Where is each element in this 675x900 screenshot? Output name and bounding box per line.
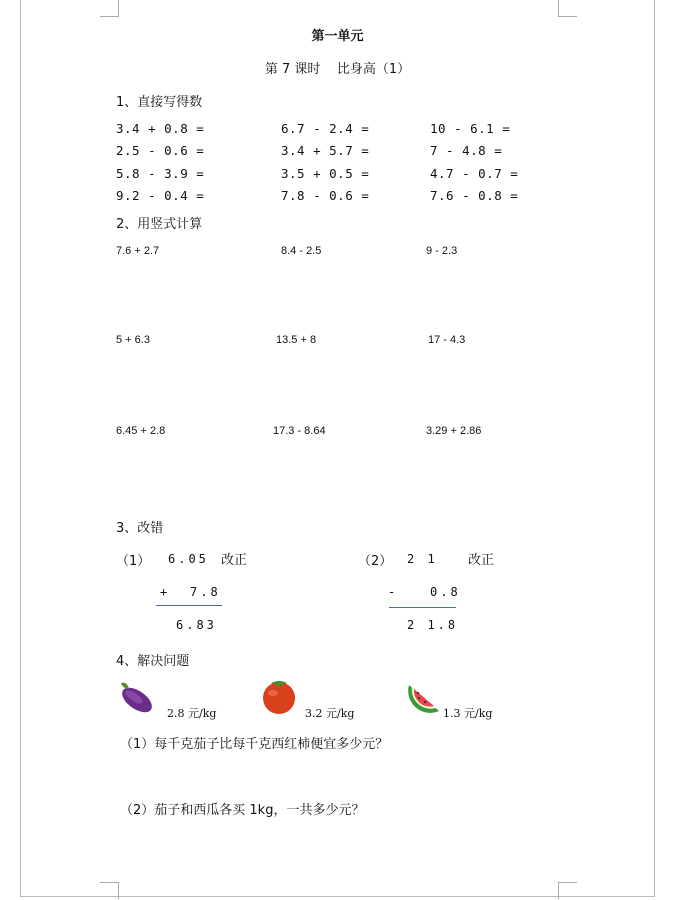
vertical-calc-item: 13.5 + 8 [276,334,317,346]
mental-math-item: 5.8 - 3.9 = [116,166,205,181]
vertical-calc-item: 17.3 - 8.64 [273,425,326,437]
problem1-result: 6.83 [176,618,217,632]
problem2-top-number: 2 1 [407,552,438,566]
problem1-top-number: 6.05 [168,552,209,566]
section2-heading: 2、用竖式计算 [116,217,203,232]
question-1: （1）每千克茄子比每千克西红柿便宜多少元？ [120,737,389,752]
problem2-underline [389,607,456,608]
mental-math-item: 2.5 - 0.6 = [116,143,205,158]
mental-math-item: 7 - 4.8 = [430,143,503,158]
section4-heading: 4、解决问题 [116,654,190,669]
vertical-calc-item: 5 + 6.3 [116,334,150,346]
section1-heading: 1、直接写得数 [116,95,203,110]
mental-math-item: 3.5 + 0.5 = [281,166,370,181]
problem2-second-number: 0.8 [430,585,461,599]
mental-math-item: 4.7 - 0.7 = [430,166,519,181]
vertical-calc-item: 3.29 + 2.86 [426,425,482,437]
problem1-underline [156,605,222,606]
problem2-result: 2 1.8 [407,618,459,632]
watermelon-price: 1.3 元/kg [443,707,493,720]
vertical-calc-item: 7.6 + 2.7 [116,245,160,257]
eggplant-price: 2.8 元/kg [167,707,217,720]
mental-math-item: 3.4 + 0.8 = [116,121,205,136]
eggplant-icon [117,679,155,715]
problem2-fix-label: 改正 [468,553,495,568]
problem2-operator: - [388,585,399,599]
section3-heading: 3、改错 [116,521,164,536]
problem1-fix-label: 改正 [221,553,248,568]
lesson-subtitle: 第 7 课时 比身高（1） [264,62,411,77]
vertical-calc-item: 17 - 4.3 [428,334,466,346]
problem1-operator: + [160,585,171,599]
vertical-calc-item: 8.4 - 2.5 [281,245,322,257]
mental-math-item: 6.7 - 2.4 = [281,121,370,136]
mental-math-item: 10 - 6.1 = [430,121,511,136]
mental-math-item: 7.8 - 0.6 = [281,188,370,203]
question-2: （2）茄子和西瓜各买 1kg，一共多少元？ [120,803,365,818]
corner-mark [558,882,577,899]
mental-math-item: 3.4 + 5.7 = [281,143,370,158]
corner-mark [100,0,119,17]
vertical-calc-item: 9 - 2.3 [426,245,458,257]
corner-mark [100,882,119,899]
problem2-label: （2） [358,554,393,569]
mental-math-item: 7.6 - 0.8 = [430,188,519,203]
mental-math-item: 9.2 - 0.4 = [116,188,205,203]
page-title: 第一单元 [311,29,364,44]
problem1-label: （1） [116,554,151,569]
problem1-second-number: 7.8 [190,585,221,599]
tomato-price: 3.2 元/kg [305,707,355,720]
tomato-icon [261,677,299,715]
watermelon-icon [405,681,441,715]
vertical-calc-item: 6.45 + 2.8 [116,425,166,437]
corner-mark [558,0,577,17]
